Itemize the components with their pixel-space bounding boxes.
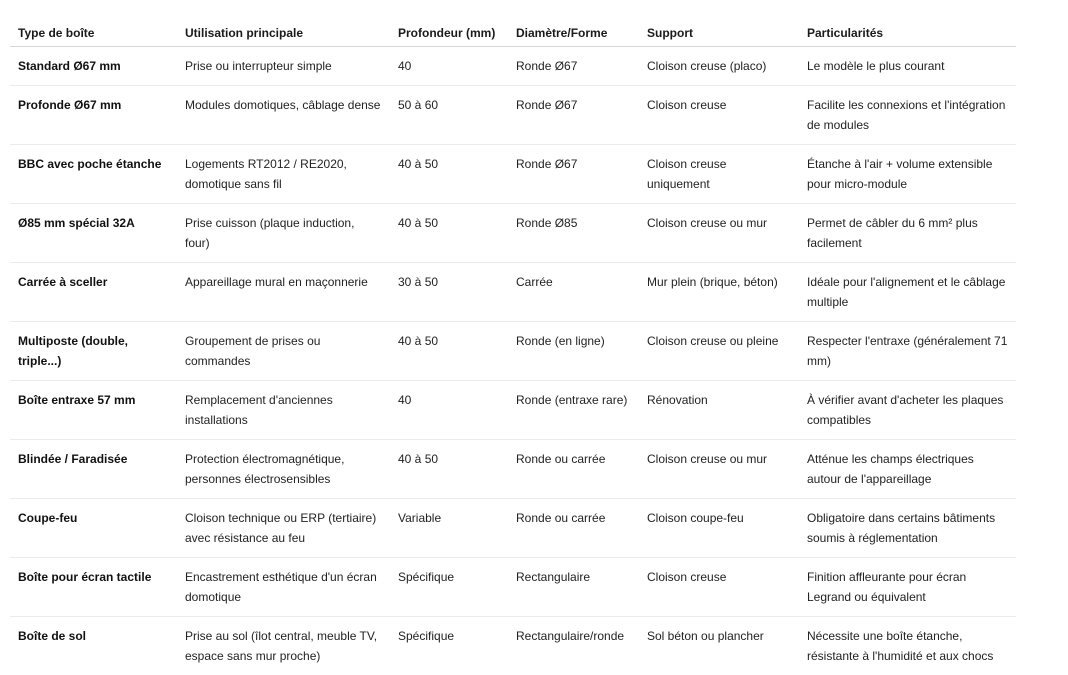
cell-usage: Groupement de prises ou commandes bbox=[177, 322, 390, 381]
table-row bbox=[10, 145, 1016, 204]
cell-usage: Protection électromagnétique, personnes électrosensibles bbox=[177, 440, 390, 499]
table-row bbox=[10, 263, 1016, 322]
cell-type: Profonde Ø67 mm bbox=[10, 86, 177, 145]
cell-support: Cloison creuse uniquement bbox=[639, 145, 799, 204]
table-row bbox=[10, 86, 1016, 145]
header-type: Type de boîte bbox=[10, 12, 177, 47]
cell-features: Facilite les connexions et l'intégration de modules bbox=[799, 86, 1016, 145]
table-row bbox=[10, 440, 1016, 499]
cell-shape: Ronde ou carrée bbox=[508, 440, 639, 499]
cell-shape: Ronde (entraxe rare) bbox=[508, 381, 639, 440]
cell-features: Obligatoire dans certains bâtiments soumis à réglementation bbox=[799, 499, 1016, 558]
electrical-box-table bbox=[10, 12, 1016, 675]
cell-shape: Ronde ou carrée bbox=[508, 499, 639, 558]
cell-depth: 40 à 50 bbox=[390, 322, 508, 381]
table-header bbox=[10, 12, 1016, 47]
cell-type: Carrée à sceller bbox=[10, 263, 177, 322]
cell-type: Boîte de sol bbox=[10, 617, 177, 675]
cell-usage: Cloison technique ou ERP (tertiaire) avec résistance au feu bbox=[177, 499, 390, 558]
cell-depth: 40 bbox=[390, 47, 508, 86]
cell-features: Nécessite une boîte étanche, résistante à l'humidité et aux chocs bbox=[799, 617, 1016, 675]
cell-shape: Ronde Ø67 bbox=[508, 145, 639, 204]
cell-type: BBC avec poche étanche bbox=[10, 145, 177, 204]
table-row bbox=[10, 322, 1016, 381]
cell-features: Finition affleurante pour écran Legrand ou équivalent bbox=[799, 558, 1016, 617]
cell-type: Boîte pour écran tactile bbox=[10, 558, 177, 617]
cell-type: Coupe-feu bbox=[10, 499, 177, 558]
cell-support: Rénovation bbox=[639, 381, 799, 440]
cell-shape: Ronde (en ligne) bbox=[508, 322, 639, 381]
table-body bbox=[10, 47, 1016, 675]
cell-features: Idéale pour l'alignement et le câblage multiple bbox=[799, 263, 1016, 322]
cell-depth: 40 à 50 bbox=[390, 145, 508, 204]
cell-features: Respecter l'entraxe (généralement 71 mm) bbox=[799, 322, 1016, 381]
cell-shape: Carrée bbox=[508, 263, 639, 322]
cell-usage: Encastrement esthétique d'un écran domotique bbox=[177, 558, 390, 617]
cell-support: Cloison creuse ou pleine bbox=[639, 322, 799, 381]
cell-type: Standard Ø67 mm bbox=[10, 47, 177, 86]
cell-type: Blindée / Faradisée bbox=[10, 440, 177, 499]
cell-shape: Rectangulaire bbox=[508, 558, 639, 617]
cell-type: Boîte entraxe 57 mm bbox=[10, 381, 177, 440]
cell-features: À vérifier avant d'acheter les plaques compatibles bbox=[799, 381, 1016, 440]
table-row bbox=[10, 558, 1016, 617]
cell-depth: 40 à 50 bbox=[390, 204, 508, 263]
cell-type: Ø85 mm spécial 32A bbox=[10, 204, 177, 263]
cell-type: Multiposte (double, triple...) bbox=[10, 322, 177, 381]
cell-features: Le modèle le plus courant bbox=[799, 47, 1016, 86]
cell-usage: Appareillage mural en maçonnerie bbox=[177, 263, 390, 322]
cell-usage: Prise au sol (îlot central, meuble TV, espace sans mur proche) bbox=[177, 617, 390, 675]
header-usage: Utilisation principale bbox=[177, 12, 390, 47]
cell-depth: Variable bbox=[390, 499, 508, 558]
cell-depth: 40 bbox=[390, 381, 508, 440]
table-row bbox=[10, 499, 1016, 558]
table-container bbox=[10, 12, 1016, 675]
cell-support: Cloison creuse bbox=[639, 558, 799, 617]
table-row bbox=[10, 381, 1016, 440]
cell-depth: Spécifique bbox=[390, 558, 508, 617]
cell-usage: Logements RT2012 / RE2020, domotique sans fil bbox=[177, 145, 390, 204]
cell-shape: Ronde Ø67 bbox=[508, 86, 639, 145]
cell-depth: Spécifique bbox=[390, 617, 508, 675]
cell-shape: Rectangulaire/ronde bbox=[508, 617, 639, 675]
cell-usage: Modules domotiques, câblage dense bbox=[177, 86, 390, 145]
table-row bbox=[10, 617, 1016, 675]
header-row bbox=[10, 12, 1016, 47]
header-support: Support bbox=[639, 12, 799, 47]
table-row bbox=[10, 204, 1016, 263]
cell-shape: Ronde Ø85 bbox=[508, 204, 639, 263]
cell-features: Permet de câbler du 6 mm² plus facilement bbox=[799, 204, 1016, 263]
cell-usage: Prise cuisson (plaque induction, four) bbox=[177, 204, 390, 263]
cell-support: Mur plein (brique, béton) bbox=[639, 263, 799, 322]
cell-support: Cloison coupe-feu bbox=[639, 499, 799, 558]
cell-support: Cloison creuse ou mur bbox=[639, 204, 799, 263]
cell-features: Étanche à l'air + volume extensible pour micro-module bbox=[799, 145, 1016, 204]
cell-support: Cloison creuse (placo) bbox=[639, 47, 799, 86]
cell-depth: 30 à 50 bbox=[390, 263, 508, 322]
cell-usage: Prise ou interrupteur simple bbox=[177, 47, 390, 86]
header-depth: Profondeur (mm) bbox=[390, 12, 508, 47]
header-shape: Diamètre/Forme bbox=[508, 12, 639, 47]
cell-usage: Remplacement d'anciennes installations bbox=[177, 381, 390, 440]
cell-support: Sol béton ou plancher bbox=[639, 617, 799, 675]
cell-support: Cloison creuse bbox=[639, 86, 799, 145]
cell-features: Atténue les champs électriques autour de l'appareillage bbox=[799, 440, 1016, 499]
table-row bbox=[10, 47, 1016, 86]
cell-depth: 50 à 60 bbox=[390, 86, 508, 145]
cell-support: Cloison creuse ou mur bbox=[639, 440, 799, 499]
header-features: Particularités bbox=[799, 12, 1016, 47]
cell-depth: 40 à 50 bbox=[390, 440, 508, 499]
cell-shape: Ronde Ø67 bbox=[508, 47, 639, 86]
